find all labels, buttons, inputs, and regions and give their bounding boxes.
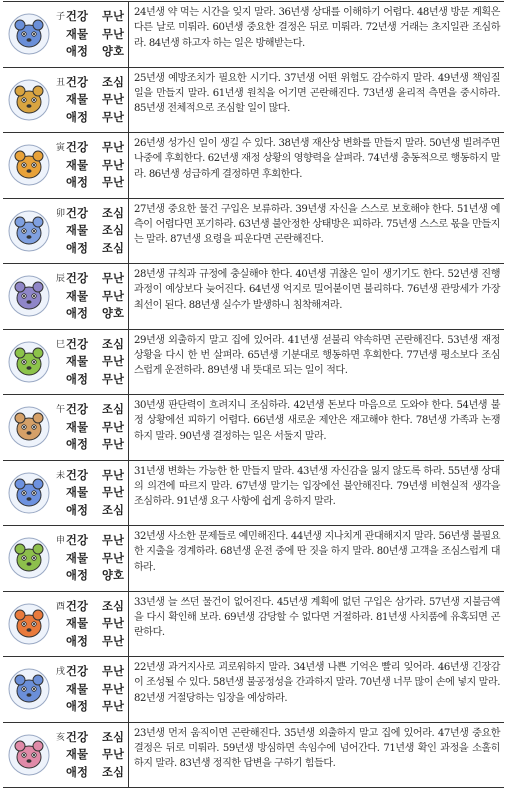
zodiac-character: 戌 — [56, 667, 66, 677]
love-rating: 무난 — [102, 372, 125, 386]
zodiac-cell — [3, 133, 128, 198]
love-label: 애정 — [66, 176, 89, 189]
zodiac-character: 未 — [56, 470, 66, 481]
health-rating: 무난 — [102, 665, 125, 678]
wealth-label: 재물 — [66, 617, 89, 630]
wealth-label: 재물 — [66, 355, 89, 368]
health-rating: 무난 — [102, 272, 125, 285]
zodiac-character: 辰 — [56, 274, 66, 284]
wealth-label: 재물 — [66, 748, 89, 761]
zodiac-character: 子 — [56, 12, 66, 22]
wealth-rating: 무난 — [102, 748, 125, 761]
love-label: 애정 — [66, 307, 89, 320]
horoscope-row — [3, 461, 504, 527]
love-label: 애정 — [66, 438, 89, 451]
wealth-rating: 무난 — [102, 486, 125, 499]
fortune-ratings — [66, 663, 130, 716]
dog-icon — [8, 668, 50, 710]
love-label: 애정 — [66, 110, 89, 124]
health-rating: 조심 — [102, 337, 125, 351]
wealth-rating: 무난 — [102, 682, 125, 696]
love-label: 애정 — [66, 634, 89, 648]
love-label: 애정 — [66, 241, 89, 255]
health-rating: 무난 — [102, 468, 125, 482]
fortune-text: 23년생 먼저 움직이면 곤란해진다. 35년생 외출하지 말고 집에 있어라. 47년생 중요한 결정은 뒤로 미뤄라. 59년생 방심하면 속임수에 넘어간다. 71년생 확인 과정을 소홀히 하지 말라. 83년생 정직한 답변을 구하기 힘들다. — [134, 727, 500, 770]
fortune-text: 26년생 성가신 일이 생길 수 있다. 38년생 재산상 변화를 만들지 말라. 50년생 빌려주면 나중에 후회한다. 62년생 재정 상황의 영향력을 살펴라. 74년생 충동적으로 행동하지 말라. 86년생 성급하게 결정하면 후회한다. — [134, 138, 500, 180]
fortune-ratings — [66, 729, 130, 782]
zodiac-character: 卯 — [56, 208, 66, 219]
fortune-text: 25년생 예방조치가 필요한 시기다. 37년생 어떤 위험도 감수하지 말라. 49년생 책임질 일을 만들지 말라. 61년생 원칙을 어기면 곤란해진다. 73년생 윤리적 측면을 중시하라. 85년생 전체적으로 조심할 일이 많다. — [134, 72, 500, 115]
horoscope-row — [3, 526, 504, 592]
horoscope-row — [3, 133, 504, 199]
wealth-rating: 무난 — [102, 27, 125, 41]
love-rating: 무난 — [102, 110, 125, 124]
health-label: 건강 — [66, 10, 89, 23]
love-rating: 양호 — [102, 569, 125, 582]
health-rating: 조심 — [102, 599, 125, 613]
wealth-label: 재물 — [66, 224, 89, 237]
fortune-ratings — [66, 401, 130, 454]
zodiac-character: 巳 — [56, 339, 66, 350]
fortune-text: 30년생 판단력이 흐려지니 조심하라. 42년생 돈보다 마음으로 도와야 한다. 54년생 불정 상황에선 피하기 어렵다. 66년생 새로운 제안은 재고해야 한다. 78년생 가족과 논쟁하지 말라. 90년생 결정하는 일은 서둘지 말라. — [134, 400, 500, 442]
fortune-ratings — [66, 467, 130, 520]
zodiac-character: 申 — [56, 536, 66, 546]
love-label: 애정 — [66, 503, 89, 517]
snake-icon — [8, 341, 50, 383]
fortune-ratings — [66, 598, 130, 651]
wealth-rating: 무난 — [102, 551, 125, 565]
fortune-ratings — [66, 139, 130, 192]
horoscope-row — [3, 657, 504, 723]
wealth-label: 재물 — [66, 289, 89, 303]
ox-icon — [8, 79, 50, 121]
horoscope-row — [3, 2, 504, 68]
horoscope-row — [3, 723, 504, 789]
wealth-rating: 무난 — [102, 158, 125, 172]
fortune-text: 33년생 늘 쓰던 물건이 없어진다. 45년생 계획에 없던 구입은 삼가라. 57년생 지불금액을 다시 확인해 보라. 69년생 감당할 수 없다면 거절하라. 81년생 사치품에 유혹되면 곤란하다. — [134, 596, 500, 639]
love-rating: 무난 — [102, 634, 125, 648]
fortune-text: 28년생 규칙과 규정에 충실해야 한다. 40년생 귀찮은 일이 생기기도 한다. 52년생 진행 과정이 예상보다 늦어진다. 64년생 억지로 밀어붙이면 불리하다. 76년생 관망세가 가장 최선이 된다. 88년생 실수가 발생하니 침착해져라. — [134, 269, 500, 311]
love-label: 애정 — [66, 45, 89, 58]
love-label: 애정 — [66, 569, 89, 582]
health-label: 건강 — [66, 534, 89, 547]
fortune-ratings — [66, 8, 130, 61]
love-label: 애정 — [66, 765, 89, 779]
fortune-ratings — [66, 270, 130, 323]
horoscope-row — [3, 592, 504, 658]
wealth-label: 재물 — [66, 420, 89, 434]
rooster-icon — [8, 603, 50, 645]
fortune-ratings — [66, 336, 130, 389]
zodiac-cell — [3, 68, 128, 133]
zodiac-cell — [3, 330, 128, 395]
health-label: 건강 — [66, 272, 89, 285]
wealth-rating: 무난 — [102, 355, 125, 368]
fortune-text: 31년생 변화는 가능한 한 만들지 말라. 43년생 자신감을 잃지 않도록 하라. 55년생 상대의 의견에 따르지 말라. 67년생 말기는 입장에선 불안해진다. 79년생 비현실적 생각을 조심하라. 91년생 요구 사항에 쉽게 응하지 말라. — [134, 465, 500, 508]
dragon-icon — [8, 275, 50, 317]
zodiac-character: 亥 — [56, 732, 66, 743]
wealth-rating: 무난 — [102, 289, 125, 303]
fortune-ratings — [66, 532, 130, 585]
health-rating: 조심 — [102, 730, 125, 744]
wealth-label: 재물 — [66, 682, 89, 696]
fortune-text: 24년생 약 먹는 시간을 잊지 말라. 36년생 상대를 이해하기 어렵다. 48년생 방문 계획은 다른 날로 미뤄라. 60년생 중요한 결정은 뒤로 미뤄라. 72년생 거래는 초지일관 조심하라. 84년생 하고자 하는 일은 방해받는다. — [134, 7, 500, 49]
wealth-label: 재물 — [66, 551, 89, 565]
wealth-label: 재물 — [66, 27, 89, 41]
fortune-text: 32년생 사소한 문제들로 예민해진다. 44년생 지나치게 관대해지지 말라. 56년생 불필요한 지출을 경계하라. 68년생 운전 중에 딴 짓을 하지 말라. 80년생 고객을 조심스럽게 대하라. — [134, 531, 500, 573]
health-label: 건강 — [66, 75, 89, 89]
zodiac-cell — [3, 723, 128, 788]
rabbit-icon — [8, 210, 50, 252]
love-rating: 조심 — [102, 503, 125, 517]
zodiac-cell — [3, 592, 128, 657]
horoscope-row — [3, 395, 504, 461]
wealth-label: 재물 — [66, 93, 89, 106]
health-rating: 조심 — [102, 206, 125, 220]
zodiac-cell — [3, 2, 128, 67]
health-label: 건강 — [66, 665, 89, 678]
health-label: 건강 — [66, 599, 89, 613]
love-rating: 무난 — [102, 700, 125, 713]
health-rating: 조심 — [102, 75, 125, 89]
fortune-ratings — [66, 74, 130, 127]
love-rating: 조심 — [102, 241, 125, 255]
tiger-icon — [8, 144, 50, 186]
health-label: 건강 — [66, 730, 89, 744]
zodiac-cell — [3, 199, 128, 264]
love-rating: 조심 — [102, 765, 125, 779]
love-label: 애정 — [66, 372, 89, 386]
pig-icon — [8, 734, 50, 776]
zodiac-character: 寅 — [56, 143, 66, 153]
sheep-icon — [8, 472, 50, 514]
health-rating: 무난 — [102, 534, 125, 547]
horse-icon — [8, 406, 50, 448]
horoscope-row — [3, 68, 504, 134]
horoscope-row — [3, 330, 504, 396]
love-rating: 양호 — [102, 45, 125, 58]
zodiac-cell — [3, 657, 128, 722]
horoscope-row — [3, 199, 504, 265]
wealth-label: 재물 — [66, 158, 89, 172]
health-rating: 무난 — [102, 10, 125, 23]
health-label: 건강 — [66, 141, 89, 154]
health-rating: 무난 — [102, 141, 125, 154]
health-label: 건강 — [66, 403, 89, 416]
monkey-icon — [8, 537, 50, 579]
zodiac-cell — [3, 461, 128, 526]
fortune-text: 29년생 외출하지 말고 집에 있어라. 41년생 섣불리 약속하면 곤란해진다. 53년생 재정상황을 다시 한 번 살펴라. 65년생 기분대로 행동하면 후회한다. 77년생 평소보다 조심스럽게 운전하라. 89년생 내 뜻대로 되는 일이 적다. — [134, 334, 500, 377]
health-label: 건강 — [66, 337, 89, 351]
love-rating: 양호 — [102, 307, 125, 320]
zodiac-character: 酉 — [56, 601, 66, 612]
love-rating: 무난 — [102, 438, 125, 451]
zodiac-cell — [3, 395, 128, 460]
horoscope-table — [3, 1, 504, 789]
fortune-text: 22년생 과거지사로 괴로워하지 말라. 34년생 나쁜 기억은 빨리 잊어라. 46년생 긴장감이 조성될 수 있다. 58년생 불공정성을 간과하지 말라. 70년생 너무 많이 손에 넣지 말라. 82년생 거절당하는 입장을 예상하라. — [134, 662, 500, 704]
wealth-rating: 무난 — [102, 93, 125, 106]
horoscope-row — [3, 264, 504, 330]
fortune-text: 27년생 중요한 물건 구입은 보류하라. 39년생 자신을 스스로 보호해야 한다. 51년생 예측이 어렵다면 포기하라. 63년생 불안정한 상태방은 피하라. 75년생 스스로 몫을 만들지는 말라. 87년생 요령을 피운다면 곤란해진다. — [134, 203, 500, 246]
wealth-label: 재물 — [66, 486, 89, 499]
health-rating: 조심 — [102, 403, 125, 416]
wealth-rating: 무난 — [102, 420, 125, 434]
love-label: 애정 — [66, 700, 89, 713]
rat-icon — [8, 13, 50, 55]
fortune-ratings — [66, 205, 130, 258]
wealth-rating: 조심 — [102, 224, 125, 237]
zodiac-character: 丑 — [56, 77, 66, 88]
wealth-rating: 무난 — [102, 617, 125, 630]
zodiac-character: 午 — [56, 405, 66, 415]
love-rating: 무난 — [102, 176, 125, 189]
zodiac-cell — [3, 526, 128, 591]
health-label: 건강 — [66, 206, 89, 220]
health-label: 건강 — [66, 468, 89, 482]
zodiac-cell — [3, 264, 128, 329]
